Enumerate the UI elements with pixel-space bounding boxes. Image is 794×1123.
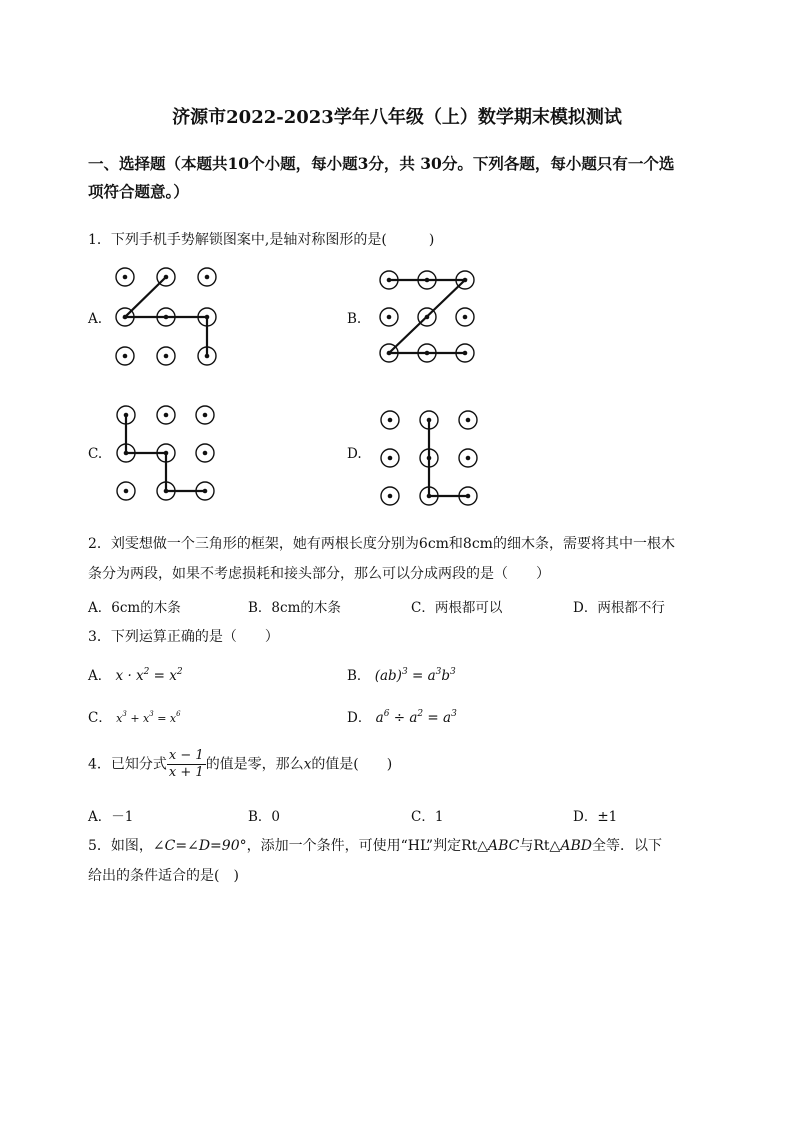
q5-text-a: 5．如图， <box>88 838 153 854</box>
q3-option-a-label: A． <box>88 668 112 684</box>
q3-option-b-label: B． <box>347 668 371 684</box>
q2-option-d: D．两根都不行 <box>573 600 665 616</box>
q4-fraction <box>167 748 206 781</box>
q2-option-c: C．两根都可以 <box>411 600 503 616</box>
q5-triangle-abc: ABC <box>488 838 520 854</box>
question-2-line2: 条分为两段，如果不考虑损耗和接头部分，那么可以分成两段的是（ ） <box>88 566 550 582</box>
pattern-b-figure <box>374 265 494 375</box>
q3-option-d-formula: $a^6 \div a^2 = a^3$ <box>375 709 457 726</box>
q3-option-c-label: C． <box>88 710 112 726</box>
pattern-c-figure <box>111 401 231 511</box>
q3-option-a <box>88 664 183 684</box>
q5-triangle-abd: ABD <box>560 838 592 854</box>
q5-angle-condition: ∠C=∠D=90° <box>152 838 247 854</box>
section-heading-line2: 项符合题意。） <box>88 182 189 201</box>
section-heading-line1: 一、选择题（本题共10个小题，每小题3分，共 30分。下列各题，每小题只有一个选 <box>88 154 675 173</box>
q5-text-d: 与Rt△ <box>519 838 561 854</box>
q4-fraction-denominator: x + 1 <box>168 765 204 780</box>
pattern-d-figure <box>375 405 495 515</box>
q4-suffix: 的值是( ) <box>311 756 393 773</box>
pattern-a-figure <box>110 262 230 372</box>
q4-option-a: A．－1 <box>88 809 134 825</box>
q4-mid: 的值是零，那么 <box>205 756 304 773</box>
q3-option-d-label: D． <box>347 710 372 726</box>
q2-option-b: B．8cm的木条 <box>248 600 341 616</box>
q3-option-b <box>347 664 456 684</box>
question-5-line2: 给出的条件适合的是( ) <box>88 868 239 884</box>
q3-option-a-formula: $x \cdot x^2 = x^2$ <box>115 667 183 684</box>
q5-text-c: ，添加一个条件，可使用“HL”判定Rt△ <box>246 838 489 854</box>
q2-option-a: A．6cm的木条 <box>88 600 181 616</box>
q1-option-b-label: B. <box>347 311 362 327</box>
question-2-line1: 2．刘雯想做一个三角形的框架，她有两根长度分别为6cm和8cm的细木条，需要将其中一根木 <box>88 536 675 552</box>
q1-option-c-label: C. <box>88 446 103 462</box>
page-title: 济源市2022-2023学年八年级（上）数学期末模拟测试 <box>172 107 622 128</box>
q3-option-c <box>88 706 181 726</box>
q3-option-c-formula: $x^3 + x^3 = x^6$ <box>116 710 181 725</box>
q4-fraction-numerator: x − 1 <box>168 748 204 763</box>
q4-option-b: B．0 <box>248 809 281 825</box>
q5-text-e: 全等．以下 <box>591 838 662 854</box>
q1-option-d-label: D. <box>347 446 362 462</box>
q3-option-d <box>347 706 457 726</box>
question-5-line1 <box>88 835 662 855</box>
question-3-stem: 3．下列运算正确的是（ ） <box>88 629 279 645</box>
q4-prefix: 4．已知分式 <box>88 756 167 773</box>
q1-option-a-label: A. <box>88 311 103 327</box>
q4-option-c: C．1 <box>411 809 444 825</box>
question-4-stem <box>88 748 392 781</box>
q4-variable: x <box>303 756 312 773</box>
q3-option-b-formula: $(ab)^3 = a^3b^3$ <box>374 667 456 684</box>
question-1-stem: 1．下列手机手势解锁图案中,是轴对称图形的是( ) <box>88 232 435 248</box>
q4-option-d: D．±1 <box>573 809 618 825</box>
